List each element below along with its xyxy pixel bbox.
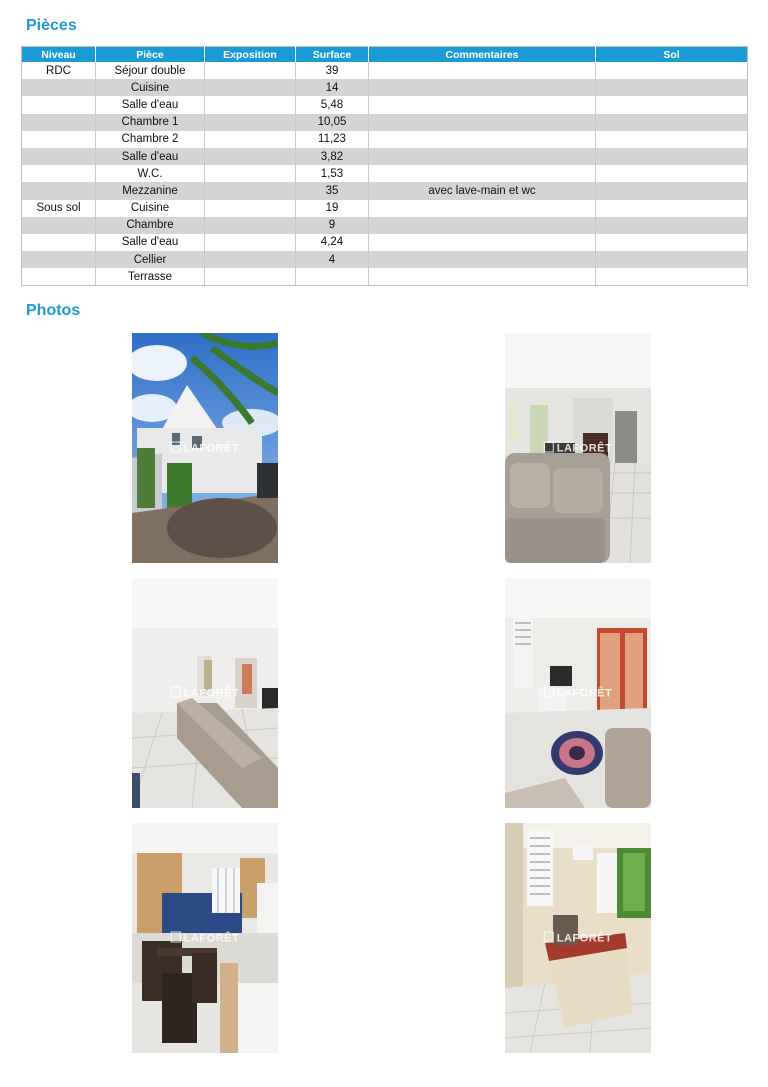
cell-commentaires xyxy=(369,79,596,96)
header-commentaires: Commentaires xyxy=(369,47,596,63)
cell-commentaires xyxy=(369,131,596,148)
cell-exposition xyxy=(205,165,296,182)
cell-niveau xyxy=(22,79,96,96)
table-row xyxy=(22,114,748,131)
photo-bedroom xyxy=(505,823,651,1053)
watermark-logo: LAFORÊT xyxy=(544,932,612,945)
cell-exposition xyxy=(205,234,296,251)
watermark-logo: LAFORÊT xyxy=(171,932,239,945)
cell-commentaires xyxy=(369,217,596,234)
header-piece: Pièce xyxy=(96,47,205,63)
cell-sol xyxy=(596,62,748,79)
cell-sol xyxy=(596,234,748,251)
cell-surface: 4 xyxy=(296,251,369,268)
table-row xyxy=(22,79,748,96)
table-row xyxy=(22,96,748,113)
cell-piece: Salle d'eau xyxy=(96,96,205,113)
watermark-logo: LAFORÊT xyxy=(544,687,612,700)
cell-commentaires xyxy=(369,96,596,113)
header-niveau: Niveau xyxy=(22,47,96,63)
cell-exposition xyxy=(205,182,296,199)
watermark-logo: LAFORÊT xyxy=(171,687,239,700)
cell-exposition xyxy=(205,62,296,79)
header-exposition: Exposition xyxy=(205,47,296,63)
table-row xyxy=(22,268,748,286)
table-row xyxy=(22,182,748,199)
cell-piece: Chambre 1 xyxy=(96,114,205,131)
header-surface: Surface xyxy=(296,47,369,63)
table-row xyxy=(22,131,748,148)
table-header-row xyxy=(22,47,748,63)
cell-niveau: Sous sol xyxy=(22,200,96,217)
cell-piece: Salle d'eau xyxy=(96,234,205,251)
cell-surface: 39 xyxy=(296,62,369,79)
table-row xyxy=(22,217,748,234)
cell-exposition xyxy=(205,200,296,217)
cell-commentaires xyxy=(369,268,596,286)
cell-piece: Cellier xyxy=(96,251,205,268)
pieces-section-title: Pièces xyxy=(26,17,77,34)
cell-piece: Salle d'eau xyxy=(96,148,205,165)
table-row xyxy=(22,62,748,79)
cell-surface xyxy=(296,268,369,286)
cell-commentaires xyxy=(369,165,596,182)
rooms-table xyxy=(21,46,748,286)
cell-niveau xyxy=(22,268,96,286)
rooms-table-body xyxy=(22,62,748,286)
cell-sol xyxy=(596,79,748,96)
table-row xyxy=(22,200,748,217)
cell-commentaires xyxy=(369,251,596,268)
cell-piece: Séjour double xyxy=(96,62,205,79)
cell-surface: 5,48 xyxy=(296,96,369,113)
table-row xyxy=(22,234,748,251)
cell-piece: Mezzanine xyxy=(96,182,205,199)
cell-piece: Cuisine xyxy=(96,200,205,217)
table-row xyxy=(22,165,748,182)
cell-surface: 10,05 xyxy=(296,114,369,131)
cell-commentaires: avec lave-main et wc xyxy=(369,182,596,199)
cell-surface: 11,23 xyxy=(296,131,369,148)
table-row xyxy=(22,251,748,268)
cell-exposition xyxy=(205,79,296,96)
cell-commentaires xyxy=(369,148,596,165)
cell-niveau xyxy=(22,114,96,131)
cell-sol xyxy=(596,251,748,268)
header-sol: Sol xyxy=(596,47,748,63)
cell-sol xyxy=(596,165,748,182)
cell-niveau xyxy=(22,217,96,234)
cell-niveau xyxy=(22,234,96,251)
cell-exposition xyxy=(205,217,296,234)
cell-commentaires xyxy=(369,114,596,131)
cell-sol xyxy=(596,200,748,217)
cell-sol xyxy=(596,131,748,148)
cell-piece: Chambre xyxy=(96,217,205,234)
photo-house-exterior xyxy=(132,333,278,563)
cell-niveau xyxy=(22,182,96,199)
cell-exposition xyxy=(205,131,296,148)
cell-commentaires xyxy=(369,200,596,217)
photos-section-title: Photos xyxy=(26,302,81,319)
cell-piece: Cuisine xyxy=(96,79,205,96)
cell-sol xyxy=(596,268,748,286)
cell-sol xyxy=(596,148,748,165)
cell-exposition xyxy=(205,268,296,286)
cell-surface: 9 xyxy=(296,217,369,234)
cell-surface: 14 xyxy=(296,79,369,96)
cell-niveau xyxy=(22,131,96,148)
cell-niveau xyxy=(22,96,96,113)
watermark-logo: LAFORÊT xyxy=(171,442,239,455)
photo-living-room-rug xyxy=(505,578,651,808)
cell-exposition xyxy=(205,96,296,113)
table-row xyxy=(22,148,748,165)
cell-sol xyxy=(596,217,748,234)
cell-sol xyxy=(596,182,748,199)
cell-commentaires xyxy=(369,234,596,251)
cell-niveau: RDC xyxy=(22,62,96,79)
photo-living-room-couch xyxy=(132,578,278,808)
cell-niveau xyxy=(22,251,96,268)
photo-kitchen-dining xyxy=(132,823,278,1053)
cell-surface: 4,24 xyxy=(296,234,369,251)
cell-niveau xyxy=(22,148,96,165)
cell-surface: 35 xyxy=(296,182,369,199)
cell-sol xyxy=(596,96,748,113)
cell-commentaires xyxy=(369,62,596,79)
watermark-logo: LAFORÊT xyxy=(544,442,612,455)
cell-piece: W.C. xyxy=(96,165,205,182)
photo-living-room-sofa xyxy=(505,333,651,563)
cell-niveau xyxy=(22,165,96,182)
cell-exposition xyxy=(205,114,296,131)
cell-piece: Terrasse xyxy=(96,268,205,286)
cell-sol xyxy=(596,114,748,131)
cell-surface: 3,82 xyxy=(296,148,369,165)
cell-surface: 19 xyxy=(296,200,369,217)
cell-surface: 1,53 xyxy=(296,165,369,182)
cell-piece: Chambre 2 xyxy=(96,131,205,148)
cell-exposition xyxy=(205,148,296,165)
cell-exposition xyxy=(205,251,296,268)
